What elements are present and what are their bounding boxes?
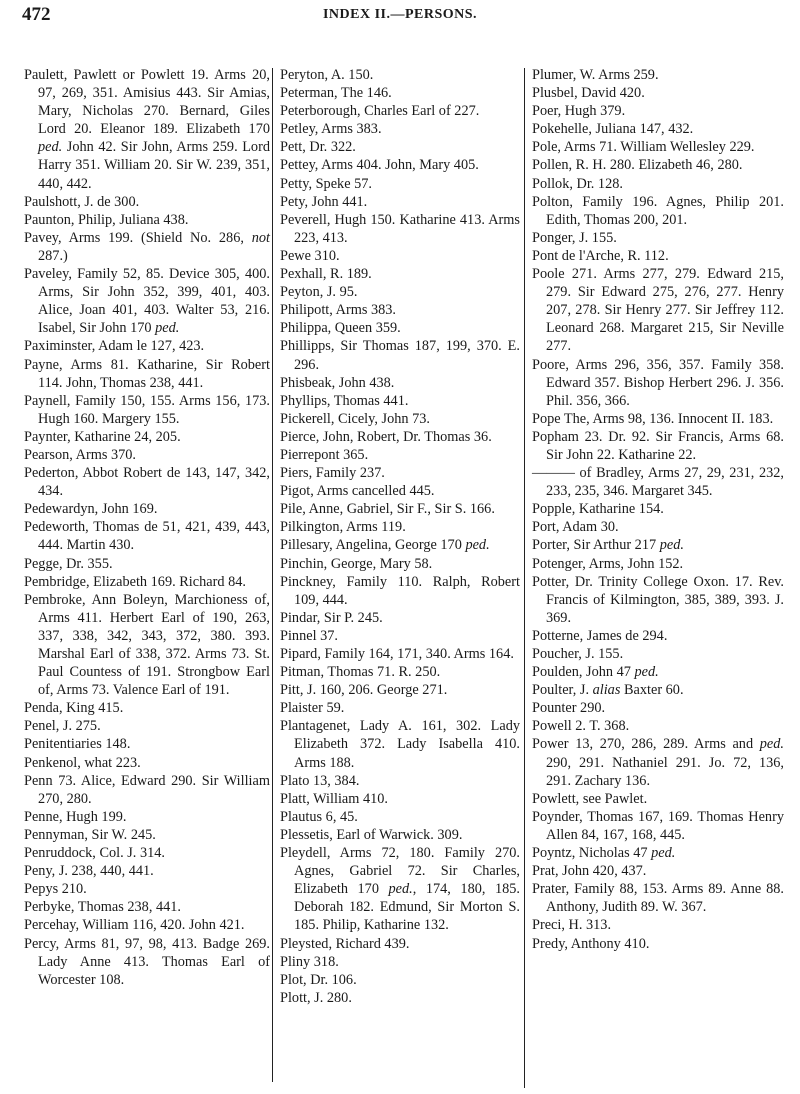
index-column-1	[24, 66, 270, 989]
index-entry: Pewe 310.	[280, 247, 340, 264]
index-column-2	[280, 66, 520, 1007]
index-entry: Popple, Katharine 154.	[532, 501, 664, 518]
index-entry: Pennyman, Sir W. 245.	[24, 826, 156, 843]
index-entry: Power 13, 270, 286, 289. Arms and ped. 290, 291. Nathaniel 291. Jo. 72, 136, 291. Zachary 136.	[532, 736, 784, 789]
index-entry: Pedewardyn, John 169.	[24, 501, 158, 518]
index-entry: Pederton, Abbot Robert de 143, 147, 342, 434.	[24, 465, 270, 500]
index-entry: Pedeworth, Thomas de 51, 421, 439, 443, 444. Martin 430.	[24, 519, 270, 554]
index-entry: Peverell, Hugh 150. Katharine 413. Arms 223, 413.	[280, 211, 520, 246]
page-number: 472	[22, 4, 51, 25]
index-entry: Petley, Arms 383.	[280, 121, 382, 138]
index-entry: Pliny 318.	[280, 953, 339, 970]
index-entry: Penne, Hugh 199.	[24, 808, 127, 825]
index-entry: Pounter 290.	[532, 700, 606, 717]
index-entry: Port, Adam 30.	[532, 519, 619, 536]
index-entry: Prat, John 420, 437.	[532, 863, 647, 880]
running-head: INDEX II.—PERSONS.	[322, 7, 478, 22]
index-entry: Pont de l'Arche, R. 112.	[532, 247, 669, 264]
index-entry: Pokehelle, Juliana 147, 432.	[532, 121, 694, 138]
index-entry: Penel, J. 275.	[24, 718, 101, 735]
index-entry: Percehay, William 116, 420. John 421.	[24, 917, 245, 934]
index-entry: Pinchin, George, Mary 58.	[280, 555, 433, 572]
index-entry: Peyton, J. 95.	[280, 284, 358, 301]
index-entry: Plumer, W. Arms 259.	[532, 67, 659, 83]
index-entry: Poole 271. Arms 277, 279. Edward 215, 279. Sir Edward 275, 276, 277. Henry 207, 278. Sir Henry 277. Sir Jeffrey 112. Leonard 268. Margaret 215, Sir Neville 277.	[532, 266, 784, 355]
index-entry: Penruddock, Col. J. 314.	[24, 845, 165, 862]
index-entry: Peterborough, Charles Earl of 227.	[280, 103, 480, 120]
index-entry: Ponger, J. 155.	[532, 229, 617, 246]
index-entry: Poyntz, Nicholas 47 ped.	[532, 845, 676, 862]
index-entry: Preci, H. 313.	[532, 917, 612, 934]
index-entry: Plaister 59.	[280, 700, 345, 717]
index-entry: Paynter, Katharine 24, 205.	[24, 428, 181, 445]
index-entry: Plato 13, 384.	[280, 772, 360, 789]
index-entry: Paveley, Family 52, 85. Device 305, 400. Arms, Sir John 352, 399, 401, 403. Alice, Joan 401, 403. Walter 53, 216. Isabel, Sir John 170 ped.	[24, 266, 270, 337]
index-entry: Pepys 210.	[24, 881, 87, 898]
index-entry: Pigot, Arms cancelled 445.	[280, 483, 435, 500]
index-entry: Pillesary, Angelina, George 170 ped.	[280, 537, 490, 554]
index-entry: Poore, Arms 296, 356, 357. Family 358. Edward 357. Bishop Herbert 296. J. 356. Phil. 356, 366.	[532, 356, 784, 409]
index-entry: Penda, King 415.	[24, 700, 124, 717]
index-entry: Pollok, Dr. 128.	[532, 175, 623, 192]
index-entry: Potenger, Arms, John 152.	[532, 555, 684, 572]
index-entry: Pinckney, Family 110. Ralph, Robert 109, 444.	[280, 573, 520, 608]
index-entry: Potterne, James de 294.	[532, 627, 668, 644]
index-entry: Popham 23. Dr. 92. Sir Francis, Arms 68. Sir John 22. Katharine 22.	[532, 428, 784, 463]
index-entry: Pleysted, Richard 439.	[280, 935, 410, 952]
index-entry: Plott, J. 280.	[280, 989, 352, 1006]
index-entry: Pexhall, R. 189.	[280, 266, 372, 283]
index-entry: Plantagenet, Lady A. 161, 302. Lady Elizabeth 372. Lady Isabella 410. Arms 188.	[280, 718, 520, 771]
column-divider	[524, 68, 525, 1088]
index-entry: Pembroke, Ann Boleyn, Marchioness of, Arms 411. Herbert Earl of 190, 263, 337, 338, 342, 343, 372, 380. 393. Marshal Earl of 338, 372. Arms 73. St. Paul Countess of 191. Strongbow Earl of, Arms 73. Valence Earl of 191.	[24, 591, 270, 699]
index-entry: Pitman, Thomas 71. R. 250.	[280, 664, 441, 681]
index-entry: Plautus 6, 45.	[280, 808, 358, 825]
index-entry: Pegge, Dr. 355.	[24, 555, 113, 572]
index-entry: Phillipps, Sir Thomas 187, 199, 370. E. 296.	[280, 338, 520, 373]
index-entry: Phisbeak, John 438.	[280, 374, 395, 391]
index-entry: Peterman, The 146.	[280, 85, 392, 102]
index-entry: Pavey, Arms 199. (Shield No. 286, not 287.)	[24, 229, 270, 264]
index-entry: Penitentiaries 148.	[24, 736, 131, 753]
index-entry: Pindar, Sir P. 245.	[280, 609, 383, 626]
index-entry: Porter, Sir Arthur 217 ped.	[532, 537, 684, 554]
index-entry: Payne, Arms 81. Katharine, Sir Robert 114. John, Thomas 238, 441.	[24, 356, 270, 391]
index-entry: Phyllips, Thomas 441.	[280, 392, 409, 409]
index-entry: Pilkington, Arms 119.	[280, 519, 406, 536]
index-entry: Pile, Anne, Gabriel, Sir F., Sir S. 166.	[280, 501, 495, 518]
index-entry: Powell 2. T. 368.	[532, 718, 630, 735]
index-entry: Petty, Speke 57.	[280, 175, 372, 192]
index-entry: Poucher, J. 155.	[532, 646, 624, 662]
index-entry: Platt, William 410.	[280, 790, 388, 807]
index-entry: Pickerell, Cicely, John 73.	[280, 410, 430, 427]
index-entry: Peryton, A. 150.	[280, 67, 374, 83]
index-column-3	[532, 66, 784, 953]
index-entry: Pitt, J. 160, 206. George 271.	[280, 682, 448, 699]
index-entry: Predy, Anthony 410.	[532, 935, 650, 952]
index-entry: Plessetis, Earl of Warwick. 309.	[280, 826, 463, 843]
index-entry: Poulden, John 47 ped.	[532, 664, 659, 681]
index-entry: Paynell, Family 150, 155. Arms 156, 173. Hugh 160. Margery 155.	[24, 392, 270, 427]
index-entry: Plusbel, David 420.	[532, 85, 645, 102]
index-entry: Pierce, John, Robert, Dr. Thomas 36.	[280, 428, 492, 445]
index-entry: Pettey, Arms 404. John, Mary 405.	[280, 157, 479, 174]
index-entry: Pipard, Family 164, 171, 340. Arms 164.	[280, 646, 514, 662]
index-entry: Pety, John 441.	[280, 193, 368, 210]
index-entry: Philippa, Queen 359.	[280, 320, 401, 337]
index-entry: Paunton, Philip, Juliana 438.	[24, 211, 189, 228]
index-entry: Paulshott, J. de 300.	[24, 193, 140, 210]
index-entry: Powlett, see Pawlet.	[532, 790, 648, 807]
index-entry: Pembridge, Elizabeth 169. Richard 84.	[24, 573, 246, 590]
index-entry: Polton, Family 196. Agnes, Philip 201. Edith, Thomas 200, 201.	[532, 193, 784, 228]
index-entry: Poer, Hugh 379.	[532, 103, 626, 120]
index-entry: Potter, Dr. Trinity College Oxon. 17. Rev. Francis of Kilmington, 385, 389, 393. J. 369.	[532, 573, 784, 626]
index-entry: Paximinster, Adam le 127, 423.	[24, 338, 205, 355]
index-entry: Prater, Family 88, 153. Arms 89. Anne 88. Anthony, Judith 89. W. 367.	[532, 881, 784, 916]
index-entry: Pearson, Arms 370.	[24, 446, 136, 463]
index-entry: Percy, Arms 81, 97, 98, 413. Badge 269. Lady Anne 413. Thomas Earl of Worcester 108.	[24, 935, 270, 988]
index-entry: Pole, Arms 71. William Wellesley 229.	[532, 139, 755, 156]
index-entry: Pleydell, Arms 72, 180. Family 270. Agnes, Gabriel 72. Sir Charles, Elizabeth 170 ped., 174, 180, 185. Deborah 182. Edmund, Sir Morton S. 185. Philip, Katharine 132.	[280, 845, 520, 934]
index-entry: Plot, Dr. 106.	[280, 971, 357, 988]
index-entry: Pett, Dr. 322.	[280, 139, 356, 156]
index-entry: Perbyke, Thomas 238, 441.	[24, 899, 181, 916]
index-entry: Pinnel 37.	[280, 627, 338, 644]
index-entry: Philipott, Arms 383.	[280, 302, 396, 319]
index-entry: Paulett, Pawlett or Powlett 19. Arms 20, 97, 269, 351. Amisius 443. Sir Amias, Mary, Nicholas 270. Bernard, Giles Lord 20. Eleanor 189. Elizabeth 170 ped. John 42. Sir John, Arms 259. Lord Harry 351. William 20. Sir W. 239, 351, 440, 442.	[24, 67, 270, 192]
index-entry: Peny, J. 238, 440, 441.	[24, 863, 154, 880]
index-entry: ——— of Bradley, Arms 27, 29, 231, 232, 233, 235, 346. Margaret 345.	[532, 465, 784, 500]
index-entry: Poynder, Thomas 167, 169. Thomas Henry Allen 84, 167, 168, 445.	[532, 808, 784, 843]
index-entry: Poulter, J. alias Baxter 60.	[532, 682, 684, 699]
index-entry: Pierrepont 365.	[280, 446, 369, 463]
index-entry: Pope The, Arms 98, 136. Innocent II. 183.	[532, 410, 774, 427]
index-entry: Pollen, R. H. 280. Elizabeth 46, 280.	[532, 157, 743, 174]
index-entry: Penkenol, what 223.	[24, 754, 141, 771]
index-entry: Penn 73. Alice, Edward 290. Sir William 270, 280.	[24, 772, 270, 807]
index-entry: Piers, Family 237.	[280, 465, 385, 482]
column-divider	[272, 68, 273, 1082]
